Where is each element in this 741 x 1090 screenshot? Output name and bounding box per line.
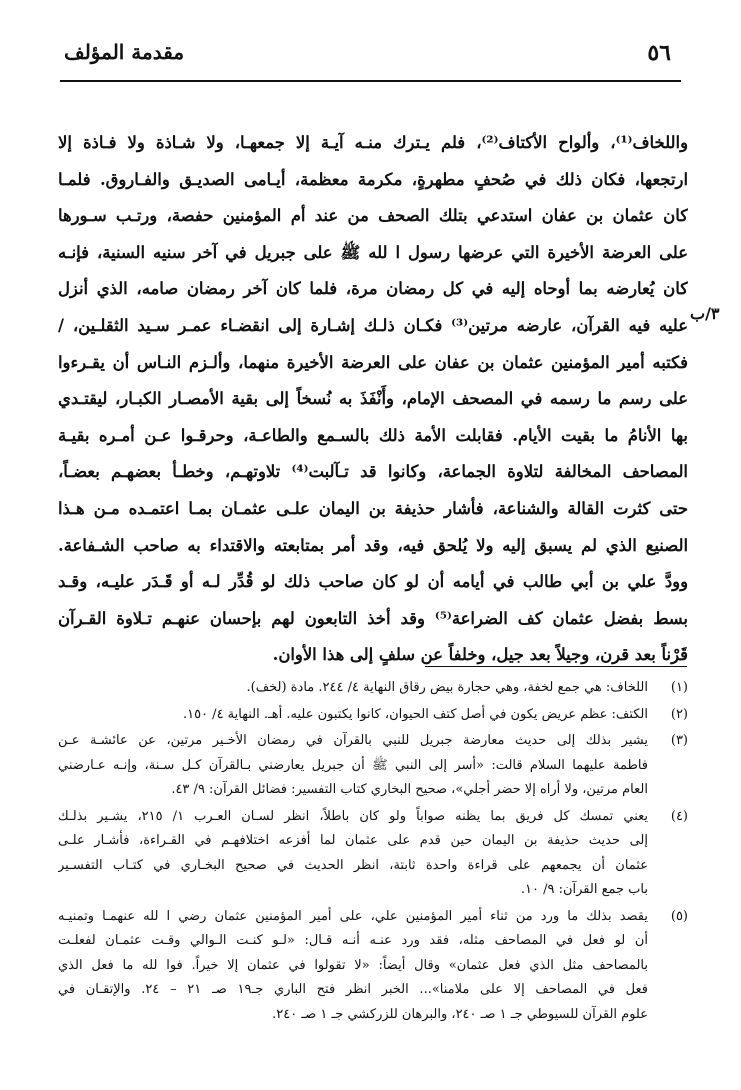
body-line: واللخاف⁽¹⁾، وألواح الأكتاف⁽²⁾، فلم يـترك منـه آيـة إلا جمعهـا، ولا شـاذة ولا فـاذة إلا [58, 133, 688, 152]
footnote-item [58, 676, 688, 701]
body-line: المصاحف المخالفة لتلاوة الجماعة، وكانوا قد تـآلبت⁽⁴⁾ تلاوتهـم، وخطـأ بعضهـم بعضـاً، [58, 462, 688, 482]
footnote-number: (٣) [670, 733, 688, 748]
main-text-body [58, 125, 688, 674]
footnote-number: (٢) [670, 706, 688, 722]
body-line: ارتجعها، فكان ذلك في صُحفٍ مطهرةٍ، مكرمة معظمة، أيـامى الصديـق والفـاروق. فلمـا [58, 169, 688, 189]
footnote-line: يعني تمسك كل فريق بما يظنه صواباً ولو كان باطلاً، انظر لسـان العـرب ١/ ٢١٥، يشـير بذلـك [58, 808, 648, 824]
footnote-divider [425, 666, 687, 667]
footnote-line: عثمان أن يجمعهم على قراءة واحدة ثابتة، انظر الحديث في صحيح البخـاري في كتـاب التفسـير [58, 857, 648, 873]
body-line: كان يُعارضه بما أوحاه إليه في كل رمضان مرة، فلما كان آخر رمضان صامه، الذي أنزل [58, 279, 688, 299]
footnote-line: أن لو فعل في المصاحف مثله، فقد ورد عنـه أنـه قـال: «لـو كنـت الـوالي وقـت عثمـان لفعلـت [58, 933, 648, 948]
footnote-line: الكتف: عظم عريض يكون في أصل كتف الحيوان، كانوا يكتبون عليه. أهـ. النهاية ٤/ ١٥٠. [182, 706, 648, 722]
footnote-number: (٥) [670, 908, 688, 924]
footnote-number: (١) [670, 680, 688, 695]
footnote-line: إلى حديث حذيفة بن اليمان حين قدم على عثمان لما أفزعه اختلافهـم في القـراءة، فأشـار علـى [58, 833, 648, 848]
body-line: حتى كثرت القالة والشناعة، فأشار حذيفة بن اليمان علـى عثمـان بمـا اعتمـده مـن هـذا [58, 498, 688, 518]
footnote-line: فاطمة عليهما السلام قالت: «أسر إلى النبي ﷺ أن جبريل يعارضني بـالقرآن كـل سـنة، وإنـه عـارضني [58, 757, 648, 773]
body-line: بسط بفضل عثمان كف الضراعة⁽⁵⁾ وقد أخذ التابعون لهم بإحسان عنهـم تـلاوة القـرآن [58, 608, 688, 628]
footnote-number: (٤) [670, 808, 688, 824]
running-header-title: مقدمة المؤلف [64, 40, 185, 64]
footnote-line: فعل في المصاحف إلا على ملامنا»... الخبر انظر فتح الباري جـ١٩ صـ ٢١ – ٢٤. والإتقـان في [58, 982, 648, 997]
footnote-line: بالمصاحف مثل الذي فعل عثمان» وقال أيضاً: «لا تقولوا في عثمان إلا خيراً. فوا لله ما فعل الذي [58, 957, 648, 973]
body-line: بها الأنامُ ما بقيت الأيام. فقابلت الأمة ذلك بالسـمع والطاعـة، وحرقـوا عـن أمـره بقيـة [58, 425, 688, 445]
footnote-item [58, 905, 688, 1028]
body-line: الصنيع الذي لم يسبق إليه ولا يُلحق فيه، وقد أمر بمتابعته والاقتداء به صاحب الشـفاعة. [58, 535, 688, 555]
body-line: عليه فيه القرآن، عارضه مرتين⁽³⁾ فكـان ذلـك إشـارة إلى انقضـاء عمـر سـيد الثقلـين، / [58, 315, 688, 335]
footnote-item [58, 729, 688, 803]
footnote-line: يقصد بذلك ما ورد من ثناء أمير المؤمنين علي، على أمير المؤمنين عثمان رضي ا لله عنهمـا وتمنيـه [58, 908, 648, 924]
footnote-line: اللخاف: هي جمع لخفة، وهي حجارة بيض رقاق النهاية ٤/ ٢٤٤. مادة (لخف). [246, 680, 648, 695]
footnote-item [58, 703, 688, 728]
body-line: قَرْناً بعد قرن، وجيلاً بعد جيل، وخلفاً عن سلفٍ إلى هذا الأوان. [272, 645, 688, 665]
footnote-line: العام مرتين، ولا أراه إلا حضر أجلي»، صحيح البخاري كتاب التفسير: فضائل القرآن: ٩/ ٤٣. [171, 782, 648, 797]
footnote-line: باب جمع القرآن: ٩/ ١٠. [520, 882, 648, 897]
body-line: فكتبه أمير المؤمنين عثمان بن عفان على العرضة الأخيرة منهما، وألـزم النـاس أن يقـرءوا [58, 352, 688, 372]
footnote-line: علوم القرآن للسيوطي جـ ١ صـ ٢٤٠، والبرهان للزركشي جـ ١ صـ ٢٤٠. [272, 1006, 648, 1022]
body-line: على العرضة الأخيرة التي عرضها رسول ا لله ﷺ على جبريل في آخر سنيه السنية، فإنـه [58, 242, 688, 262]
footnote-line: يشير بذلك إلى حديث معارضة جبريل للنبي بالقرآن في رمضان الأخـير مرتين، عن عائشـة عـن [58, 733, 648, 748]
body-line: كان عثمان بن عفان استدعي بتلك الصحف من عند أم المؤمنين حفصة، ورتـب سـورها [58, 206, 688, 226]
manuscript-folio-marker: ٣/ب [690, 304, 720, 323]
body-line: على رسم ما رسمه في المصحف الإمام، وأَنْفَذَ به نُسخاً إلى بقية الأمصـار الكبـار، ليقتـدي [58, 389, 688, 409]
footnotes-section [58, 676, 688, 1029]
body-line: وودَّ علي بن أبي طالب في أيامه أن لو كان صاحب ذلك لو قُدِّر لـه أو قَـدَر عليـه، وقـد [58, 572, 688, 592]
header-divider [60, 80, 681, 82]
footnote-item [58, 805, 688, 903]
page-number: ٥٦ [647, 40, 671, 66]
